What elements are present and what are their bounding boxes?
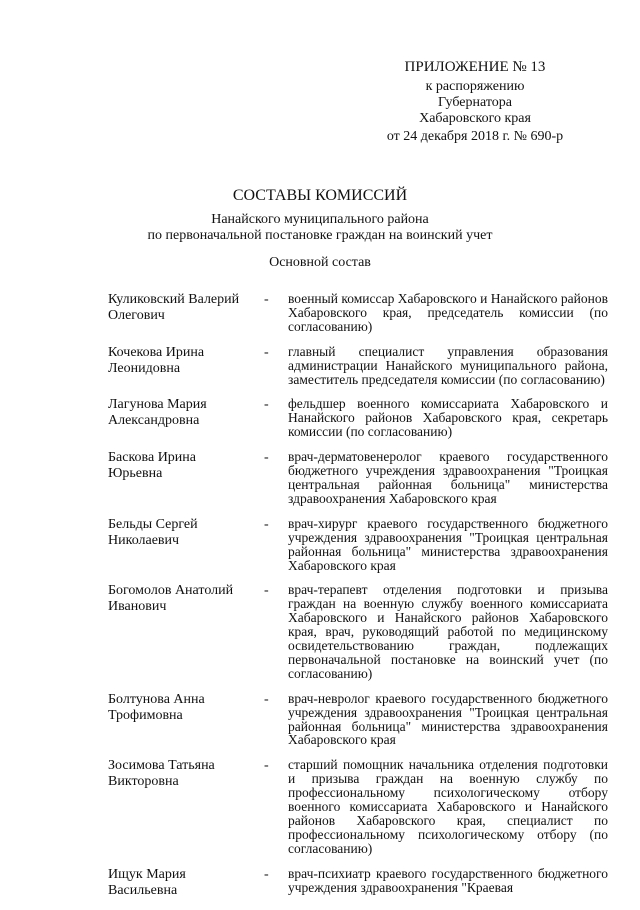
member-row <box>108 758 608 855</box>
member-row <box>108 292 608 334</box>
subtitle-line-2: по первоначальной постановке граждан на воинский учет <box>147 228 493 243</box>
member-row <box>108 517 608 573</box>
member-surname-name: Лагунова Мария <box>108 397 207 413</box>
member-patronymic: Иванович <box>108 599 167 615</box>
member-surname-name: Ищук Мария <box>108 866 186 882</box>
member-surname-name: Бельды Сергей <box>108 516 198 532</box>
member-role: военный комиссар Хабаровского и Нанайского районов Хабаровского края, председатель комиссии (по согласованию) <box>288 291 608 334</box>
appendix-line-1: к распоряжению <box>425 79 525 94</box>
appendix-title: ПРИЛОЖЕНИЕ № 13 <box>404 59 546 75</box>
appendix-block <box>350 58 600 145</box>
member-dash: - <box>264 450 269 466</box>
member-row <box>108 345 608 387</box>
member-surname-name: Кочекова Ирина <box>108 344 205 360</box>
member-surname-name: Баскова Ирина <box>108 450 197 466</box>
document-subtitle <box>0 212 640 244</box>
member-role: врач-терапевт отделения подготовки и призыва граждан на военную службу военного комиссариата Хабаровского и Нанайского районов Хабаровского края, врач, руководящий работой по медицинскому освидетельствованию граждан, подлежащих первоначальной постановке на воинский учет (по согласованию) <box>288 582 608 681</box>
member-patronymic: Николаевич <box>108 532 180 548</box>
member-role: врач-дерматовенеролог краевого государственного бюджетного учреждения здравоохранения "Троицкая центральная районная больница" министерства здравоохранения Хабаровского края <box>288 449 608 506</box>
member-role: старший помощник начальника отделения подготовки и призыва граждан на военную службу по профессиональному психологическому отбору военного комиссариата Хабаровского и Нанайского районов Хабаровского края, специалист по профессиональному психологическому отбору (по согласованию) <box>288 757 608 856</box>
member-dash: - <box>264 397 269 413</box>
member-dash: - <box>264 344 269 360</box>
member-patronymic: Васильевна <box>108 882 178 898</box>
member-surname-name: Зосимова Татьяна <box>108 758 215 774</box>
member-patronymic: Александровна <box>108 413 200 429</box>
member-row <box>108 867 608 899</box>
member-name <box>108 397 264 439</box>
member-name <box>108 345 264 387</box>
member-role: врач-невролог краевого государственного бюджетного учреждения здравоохранения "Троицкая центральная районная больница" министерства здравоохранения Хабаровского края <box>288 690 608 748</box>
member-patronymic: Леонидовна <box>108 360 181 376</box>
member-row <box>108 450 608 506</box>
section-title: Основной состав <box>269 255 371 270</box>
member-name <box>108 758 264 855</box>
member-role: врач-психиатр краевого государственного бюджетного учреждения здравоохранения "Краевая <box>288 865 608 895</box>
member-dash: - <box>264 292 269 307</box>
member-surname-name: Богомолов Анатолий <box>108 583 234 599</box>
member-dash: - <box>264 866 269 882</box>
member-dash: - <box>264 691 269 707</box>
member-name <box>108 292 264 334</box>
member-role: врач-хирург краевого государственного бюджетного учреждения здравоохранения "Троицкая центральная районная больница" министерства здравоохранения Хабаровского края <box>288 515 608 573</box>
member-row <box>108 692 608 748</box>
member-role: главный специалист управления образования администрации Нанайского муниципального района, заместитель председателя комиссии (по согласованию) <box>288 343 608 387</box>
member-patronymic: Юрьевна <box>108 466 163 482</box>
appendix-line-2: Губернатора <box>437 95 513 110</box>
member-surname-name: Куликовский Валерий <box>108 292 240 307</box>
member-name <box>108 692 264 748</box>
member-name <box>108 867 264 899</box>
member-patronymic: Викторовна <box>108 774 179 790</box>
member-name <box>108 517 264 573</box>
member-surname-name: Болтунова Анна <box>108 691 205 707</box>
member-name <box>108 583 264 680</box>
member-dash: - <box>264 758 269 774</box>
document-title: СОСТАВЫ КОМИССИЙ <box>232 187 408 204</box>
member-patronymic: Олегович <box>108 308 165 323</box>
member-list <box>108 292 608 910</box>
appendix-date: от 24 декабря 2018 г. № 690-р <box>386 129 564 144</box>
member-row <box>108 583 608 680</box>
subtitle-line-1: Нанайского муниципального района <box>211 212 429 227</box>
member-role: фельдшер военного комиссариата Хабаровского и Нанайского районов Хабаровского края, секретарь комиссии (по согласованию) <box>288 396 608 440</box>
member-row <box>108 397 608 439</box>
appendix-line-3: Хабаровского края <box>419 111 531 126</box>
member-dash: - <box>264 583 269 599</box>
member-name <box>108 450 264 506</box>
member-dash: - <box>264 516 269 532</box>
member-patronymic: Трофимовна <box>108 707 183 723</box>
